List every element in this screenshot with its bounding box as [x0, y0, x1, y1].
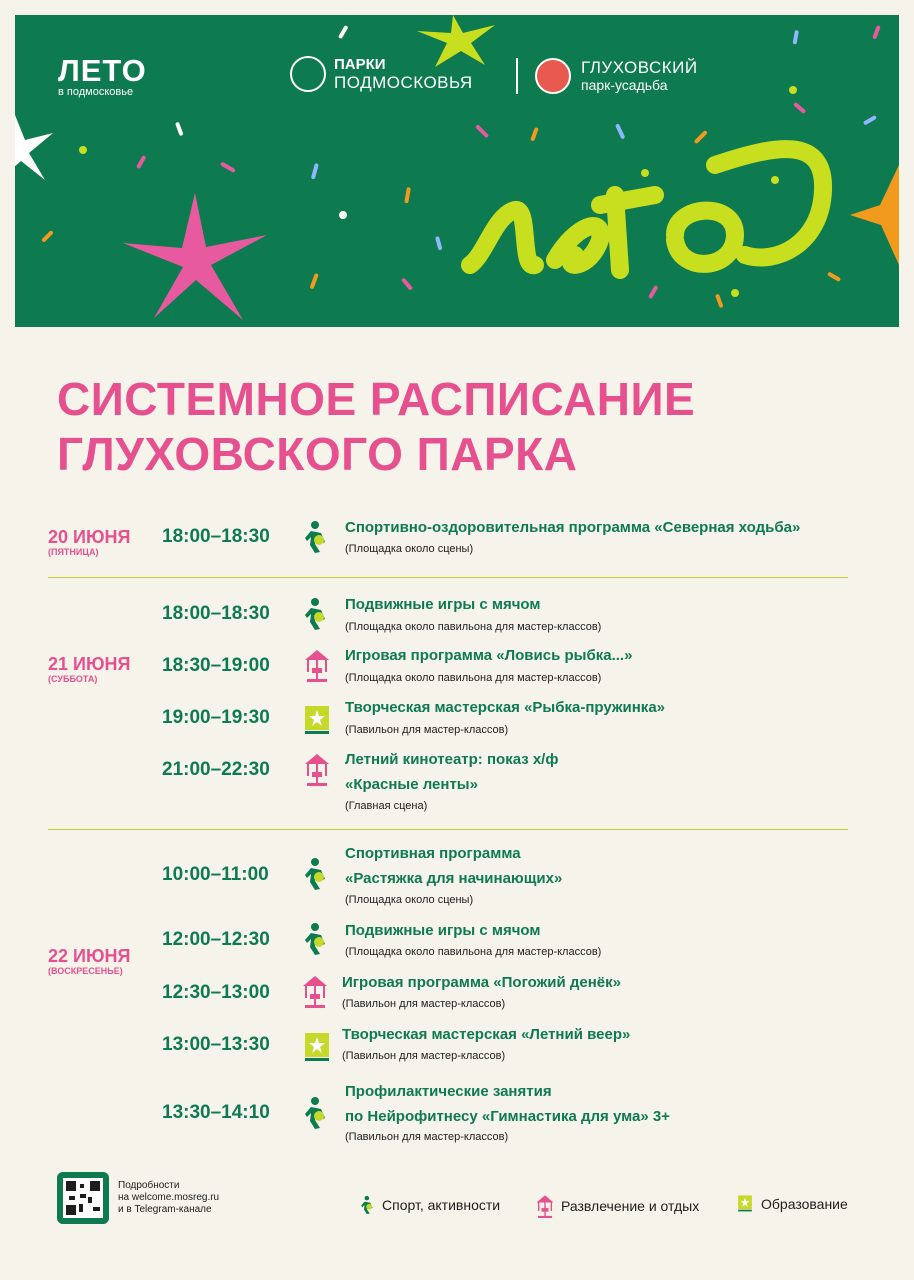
glukhovsky-logo-line2: парк-усадьба	[581, 77, 668, 93]
event-title	[345, 1079, 670, 1129]
parks-logo-line1: ПАРКИ	[334, 56, 386, 73]
sport-icon	[303, 597, 331, 631]
event-title-line1: Спортивная программа	[345, 845, 521, 862]
event-time: 13:30–14:10	[162, 1102, 270, 1123]
orange-star-icon	[850, 165, 899, 265]
leto-logo	[58, 53, 147, 99]
sport-icon	[303, 922, 331, 956]
glukhovsky-logo	[535, 58, 698, 94]
carousel-icon	[303, 752, 331, 786]
day-weekday: (ВОСКРЕСЕНЬЕ)	[48, 966, 123, 976]
leto-lettering	[470, 149, 823, 270]
leaf-icon	[290, 56, 326, 92]
event-place: (Павильон для мастер-классов)	[342, 1050, 506, 1062]
event-time: 12:30–13:00	[162, 982, 270, 1003]
event-title: Игровая программа «Погожий денёк»	[342, 974, 621, 991]
event-time: 18:00–18:30	[162, 526, 270, 547]
legend-education	[737, 1194, 848, 1214]
page-title	[57, 372, 695, 482]
day-label	[48, 527, 130, 558]
manor-icon	[535, 58, 571, 94]
day-date: 21 ИЮНЯ	[48, 654, 131, 674]
parks-logo	[290, 56, 473, 92]
education-icon	[303, 704, 331, 738]
event-title: Спортивно-оздоровительная программа «Северная ходьба»	[345, 519, 801, 536]
logo-divider	[516, 58, 518, 94]
carousel-icon	[535, 1194, 555, 1218]
section-divider	[48, 577, 848, 578]
event-place: (Площадка около сцены)	[345, 543, 474, 555]
event-title: Творческая мастерская «Летний веер»	[342, 1026, 631, 1043]
event-time: 18:00–18:30	[162, 603, 270, 624]
legend-sport	[360, 1194, 500, 1216]
header-banner	[15, 15, 899, 327]
event-place: (Площадка около павильона для мастер-классов)	[345, 946, 602, 958]
glukhovsky-logo-line1: ГЛУХОВСКИЙ	[581, 58, 698, 77]
education-icon	[737, 1194, 753, 1214]
legend-label: Развлечение и отдых	[561, 1198, 700, 1214]
event-place: (Площадка около сцены)	[345, 894, 474, 906]
pink-star-icon	[123, 193, 267, 320]
sport-icon	[360, 1194, 376, 1216]
leto-logo-sub: в подмосковье	[58, 86, 134, 98]
event-title-line1: Профилактические занятия	[345, 1083, 552, 1100]
legend-entertainment	[535, 1194, 699, 1218]
event-title	[345, 747, 558, 797]
event-place: (Площадка около павильона для мастер-классов)	[345, 672, 602, 684]
event-time: 12:00–12:30	[162, 929, 270, 950]
event-time: 10:00–11:00	[162, 864, 269, 885]
event-title: Подвижные игры с мячом	[345, 922, 541, 939]
education-icon	[303, 1031, 331, 1065]
page-title-line2: ГЛУХОВСКОГО ПАРКА	[57, 428, 578, 480]
event-place: (Главная сцена)	[345, 800, 428, 812]
event-title	[345, 841, 562, 891]
qr-code[interactable]	[57, 1172, 109, 1224]
event-time: 13:00–13:30	[162, 1034, 270, 1055]
legend-label: Спорт, активности	[382, 1197, 501, 1213]
day-weekday: (СУББОТА)	[48, 674, 98, 684]
event-place: (Павильон для мастер-классов)	[342, 998, 506, 1010]
footer-line3: и в Telegram-канале	[118, 1204, 212, 1215]
day-weekday: (ПЯТНИЦА)	[48, 547, 99, 557]
sport-icon	[303, 1096, 331, 1130]
event-time: 19:00–19:30	[162, 707, 270, 728]
footer-info	[118, 1180, 219, 1216]
white-star-icon	[15, 115, 53, 180]
event-title-line2: по Нейрофитнесу «Гимнастика для ума» 3+	[345, 1108, 670, 1125]
event-title: Игровая программа «Ловись рыбка...»	[345, 647, 633, 664]
event-title-line2: «Красные ленты»	[345, 776, 478, 793]
footer-line1: Подробности	[118, 1180, 180, 1191]
event-time: 18:30–19:00	[162, 655, 270, 676]
event-title-line1: Летний кинотеатр: показ х/ф	[345, 751, 559, 768]
day-date: 22 ИЮНЯ	[48, 946, 131, 966]
day-date: 20 ИЮНЯ	[48, 527, 131, 547]
event-place: (Площадка около павильона для мастер-классов)	[345, 621, 602, 633]
footer-line2: на welcome.mosreg.ru	[118, 1192, 220, 1203]
event-place: (Павильон для мастер-классов)	[345, 1131, 509, 1143]
day-label	[48, 654, 130, 685]
leto-logo-text: ЛЕТО	[58, 53, 147, 88]
event-title: Подвижные игры с мячом	[345, 596, 541, 613]
page-title-line1: СИСТЕМНОЕ РАСПИСАНИЕ	[57, 373, 696, 425]
sport-icon	[303, 857, 331, 891]
legend-label: Образование	[761, 1196, 848, 1212]
event-time: 21:00–22:30	[162, 759, 270, 780]
event-place: (Павильон для мастер-классов)	[345, 724, 509, 736]
day-label	[48, 946, 130, 977]
carousel-icon	[301, 974, 329, 1008]
sport-icon	[303, 520, 331, 554]
parks-logo-line2: ПОДМОСКОВЬЯ	[334, 73, 473, 92]
section-divider	[48, 829, 848, 830]
carousel-icon	[303, 648, 331, 682]
event-title: Творческая мастерская «Рыбка-пружинка»	[345, 699, 666, 716]
event-title-line2: «Растяжка для начинающих»	[345, 870, 563, 887]
